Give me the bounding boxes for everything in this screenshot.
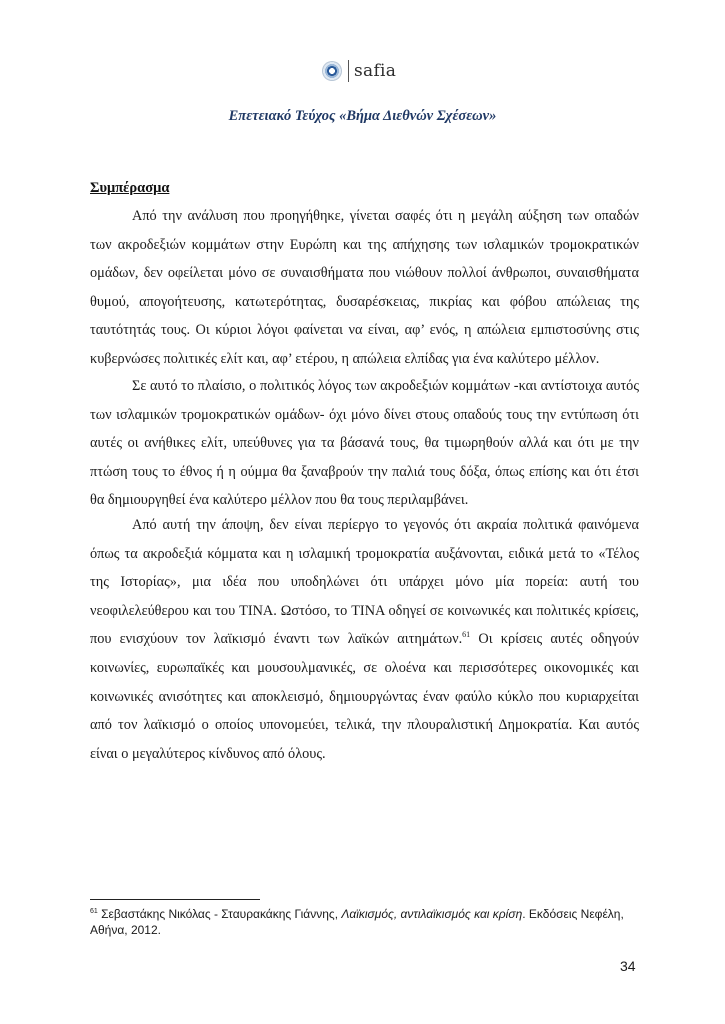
paragraph-3-part-1: Από αυτή την άποψη, δεν είναι περίεργο το γεγονός ότι ακραία πολιτικά φαινόμενα όπως τα ακροδεξιά κόμματα και η ισλαμική τρομοκρατία αυξάνονται, ειδικά μετά το «Τέλος της Ιστορίας», μια ιδέα που υποδηλώνει ότι υπάρχει μόνο μία πορεία: αυτή του νεοφιλελεύθερου και του TINA. Ωστόσο, το TINA οδηγεί σε κοινωνικές και πολιτικές κρίσεις, που ενισχύουν τον λαϊκισμό έναντι των λαϊκών αιτημάτων.	[90, 517, 639, 648]
footnote-reference[interactable]: 61	[462, 630, 471, 640]
footnote	[90, 906, 650, 938]
footnote-number: 61	[90, 908, 98, 915]
journal-title: Επετειακό Τεύχος «Βήμα Διεθνών Σχέσεων»	[228, 108, 497, 124]
logo-divider	[348, 60, 349, 82]
paragraph-1	[90, 202, 639, 374]
footnote-separator	[90, 899, 260, 900]
header-logo	[322, 58, 396, 84]
section-heading: Συμπέρασμα	[90, 180, 170, 196]
paragraph-2-text: Σε αυτό το πλαίσιο, ο πολιτικός λόγος των ακροδεξιών κομμάτων -και αντίστοιχα αυτός των ισλαμικών τρομοκρατικών ομάδων- όχι μόνο δίνει στους οπαδούς τους την εντύπωση ότι αυτές οι ανήθικες ελίτ, υπεύθυνες για τα βάσανά τους, θα τιμωρηθούν αλλά και ότι με την πτώση τους το έθνος ή η ούμμα θα ξαναβρούν την παλιά τους δόξα, όπως επίσης και ότι έτσι θα δημιουργηθεί ένα καλύτερο μέλλον που θα τους περιλαμβάνει.	[90, 378, 639, 509]
paragraph-2	[90, 372, 639, 515]
logo-text: safia	[354, 61, 397, 81]
footnote-publisher: . Εκδόσεις Νεφέλη, Αθήνα, 2012.	[90, 907, 624, 937]
paragraph-1-text: Από την ανάλυση που προηγήθηκε, γίνεται σαφές ότι η μεγάλη αύξηση των οπαδών των ακροδεξιών κομμάτων στην Ευρώπη και της απήχησης των ισλαμικών τρομοκρατικών ομάδων, δεν οφείλεται μόνο σε συναισθήματα που νιώθουν πολλοί άνθρωποι, συναισθήματα θυμού, απογοήτευσης, κατωτερότητας, δυσαρέσκειας, πικρίας και φόβου απώλειας της ταυτότητάς τους. Οι κύριοι λόγοι φαίνεται να είναι, αφ’ ενός, η απώλεια εμπιστοσύνης στις κυβερνώσες πολιτικές ελίτ και, αφ’ ετέρου, η απώλεια ελπίδας για ένα καλύτερο μέλλον.	[90, 208, 639, 367]
page-number: 34	[620, 958, 636, 974]
safia-emblem-icon	[322, 61, 342, 81]
paragraph-3-part-2: Οι κρίσεις αυτές οδηγούν κοινωνίες, ευρωπαϊκές και μουσουλμανικές, σε ολοένα και περισσότερες οικονομικές και κοινωνικές ανισότητες και αποκλεισμό, δημιουργώντας έναν φαύλο κύκλο που κυριαρχείται από τον λαϊκισμό ο οποίος υπονομεύει, τελικά, την πλουραλιστική Δημοκρατία. Και αυτός είναι ο μεγαλύτερος κίνδυνος από όλους.	[90, 631, 639, 762]
footnote-book-title: Λαϊκισμός, αντιλαϊκισμός και κρίση	[341, 907, 523, 921]
footnote-authors: Σεβαστάκης Νικόλας - Σταυρακάκης Γιάννης,	[97, 907, 342, 921]
paragraph-3	[90, 511, 639, 768]
paragraph-3-text	[90, 511, 639, 768]
